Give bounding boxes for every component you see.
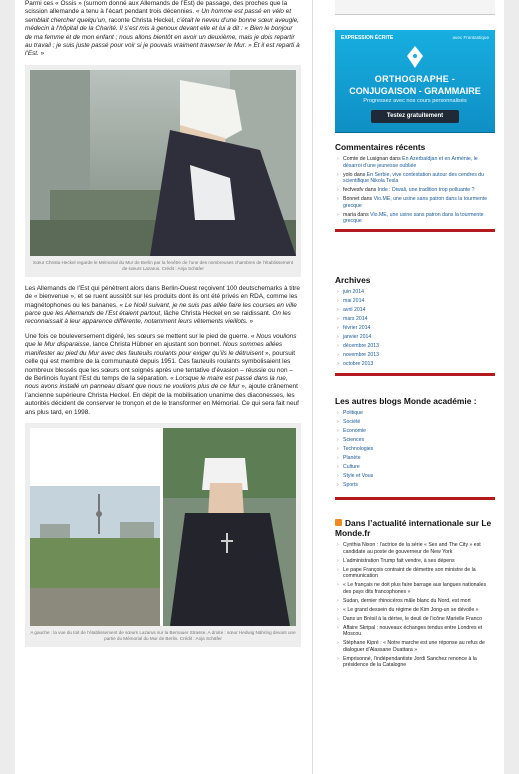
quote: Nous sommes allées manifester au pied du Mur avec des fauteuils roulants pour exiger qu’ils le détruisent: [25, 341, 283, 357]
photo-nun-window[interactable]: [30, 70, 296, 256]
blog-item: [343, 428, 495, 435]
text: , lâche Christa Heckel en se raidissant.: [160, 310, 273, 318]
comment-sep: dans: [363, 187, 378, 193]
comment-author: yolo: [343, 171, 353, 178]
recent-comments-widget: [335, 142, 495, 235]
news-item: [343, 607, 495, 614]
comments-list: [335, 156, 495, 225]
news-link[interactable]: « Le grand dessein du régime de Kim Jong-un se dévoile »: [343, 606, 479, 613]
news-item: [343, 616, 495, 623]
rss-icon[interactable]: [335, 519, 342, 526]
archive-item: [343, 325, 495, 332]
news-item: [343, 625, 495, 638]
archives-list: [335, 289, 495, 368]
quote: On les reconnaissait à leur apparence différente, notamment leurs vêtements vieillots.: [25, 310, 291, 326]
text: »: [247, 318, 254, 326]
news-link[interactable]: Sudan, dernier rhinocéros mâle blanc du Nord, est mort: [343, 597, 471, 604]
news-link[interactable]: Affaire Skripal : nouveaux échanges tendus entre Londres et Moscou: [343, 624, 483, 637]
blog-item: [343, 446, 495, 453]
comment-author: fecfvesfv: [343, 187, 364, 193]
ad-cta-button[interactable]: Testez gratuitement: [371, 110, 459, 123]
ad-expression-ecrite[interactable]: [335, 30, 495, 133]
archive-item: [343, 343, 495, 350]
news-link[interactable]: « Le français ne doit plus faire barrage aux langues nationales des pays dits francophones »: [343, 582, 487, 595]
article-body: [25, 0, 301, 655]
widget-separator: [335, 229, 495, 232]
archive-item: [343, 352, 495, 359]
archive-link[interactable]: décembre 2013: [343, 343, 380, 349]
archive-link[interactable]: février 2014: [343, 325, 371, 331]
paragraph-3: [25, 333, 301, 417]
comment-item: [343, 187, 495, 194]
ad-partner: avec Frantastique: [452, 35, 489, 40]
blog-link[interactable]: Sports: [343, 482, 358, 488]
news-link[interactable]: Dans un Brésil à la dérive, le deuil de l’icône Marielle Franco: [343, 615, 482, 622]
photo-memorial-and-nun[interactable]: [30, 428, 296, 626]
widget-separator: [335, 373, 495, 376]
figure-caption: A gauche : la vue du toit de l’établissement de sœurs Lazarus sur la Bernauer Strasse. A droite : sœur Hedwig Nähring devant une partie du Mémorial du Mur de Berlin. Crédit : Anja Schäfer: [30, 629, 296, 641]
blog-item: [343, 437, 495, 444]
blog-item: [343, 419, 495, 426]
comment-author: Comte de Lusignan: [343, 156, 388, 162]
blog-item: [343, 455, 495, 462]
text: Parmi ces « Ossis » (surnom donné aux Allemands de l’Est) de passage, des proches que la scission allemande a tenu à l’écart pendant trois décennies. «: [25, 0, 288, 16]
text: », ajoute crânement l’ancienne supérieure Christa Heckel. En dépit de la mobilisation unanime des diaconesses, les autorités décident de conserver le tronçon et de le transformer en Mémorial. Ce qui sera fait neuf ans plus tard, en 1998.: [25, 383, 299, 416]
blog-link[interactable]: Economie: [343, 428, 367, 434]
news-title[interactable]: Dans l’actualité internationale sur Le Monde.fr: [335, 518, 492, 538]
blog-link[interactable]: Technologies: [343, 446, 374, 452]
news-item: [343, 598, 495, 605]
comment-item: [343, 212, 495, 225]
blog-item: [343, 473, 495, 480]
news-list: [335, 542, 495, 669]
archives-widget: [335, 275, 495, 379]
text: , lance Christa Hübner en ajustant son bonnet.: [89, 341, 223, 349]
comment-post-link[interactable]: En Azerbaïdjan et en Arménie, le désarroi d’une jeunesse oubliée: [343, 156, 478, 169]
archive-link[interactable]: mars 2014: [343, 316, 368, 322]
archive-link[interactable]: juin 2014: [343, 289, 365, 295]
news-link[interactable]: Emprisonné, l’indépendantiste Jordi Sanchez renonce à la présidence de la Catalogne: [343, 655, 477, 668]
comment-item: [343, 172, 495, 185]
quote: Lorsque le maire est passé dans la rue, nous avons installé un panneau disant que nous ne voulions plus de ce Mur: [25, 374, 288, 391]
widget-title: Les autres blogs Monde académie :: [335, 396, 477, 406]
figure-caption: Sœur Christa Heckel regarde le Mémorial du Mur de Berlin par la fenêtre de l’une des nombreuses chambres de l’établissement de sœurs Lazarus. Crédit : Anja Schäfer: [32, 259, 294, 271]
comment-post-link[interactable]: Vio.ME, une usine sans patron dans la tourmente grecque: [343, 211, 484, 224]
comment-post-link[interactable]: Inde : Diwali, une tradition trop polluante ?: [377, 187, 475, 193]
photo-memorial-and-nun-image: [30, 428, 296, 626]
blog-link[interactable]: Société: [343, 419, 361, 425]
text: »: [38, 50, 45, 58]
archive-item: [343, 334, 495, 341]
ad-line-1: ORTHOGRAPHE -: [374, 74, 456, 84]
news-item: [343, 558, 495, 565]
photo-nun-window-image: [30, 70, 296, 256]
comment-sep: dans: [388, 156, 403, 162]
archive-link[interactable]: octobre 2013: [343, 361, 374, 367]
archive-link[interactable]: novembre 2013: [343, 352, 380, 358]
figure-1: [25, 65, 301, 277]
archive-item: [343, 361, 495, 368]
blog-link[interactable]: Culture: [343, 464, 360, 470]
archive-link[interactable]: mai 2014: [343, 298, 365, 304]
quote: c’était le neveu d’une bonne sœur aveugle, médecin à l’hôpital de la Charité. Il s’est mis à genoux devant elle et lui a dit : « Bien le bonjour de ma femme et de mon enfant ; nous allons bientôt en avoir un deuxième, mais je dois repartir au travail ; je suis juste passé pour voir si je pouvais vraiment traverser le Mur. » Et il est reparti à l’Est.: [25, 16, 300, 58]
comment-author: Bonnet: [343, 196, 360, 202]
comment-sep: dans: [352, 171, 367, 178]
paragraph-2: [25, 285, 301, 327]
archive-item: [343, 298, 495, 305]
news-item: [343, 582, 495, 595]
text: », poursuit celle qui est membre de la communauté depuis 1951. Ces fauteuils roulants symbolisaient les nombreux blessés que les sœurs ont soignés après une tentative d’évasion – réussie ou non – de Berlinois fuyant l’Est du temps de la séparation. «: [25, 349, 295, 382]
blog-item: [343, 482, 495, 489]
blogs-widget: [335, 396, 495, 503]
blog-link[interactable]: Politique: [343, 410, 363, 416]
archive-link[interactable]: avril 2014: [343, 307, 366, 313]
ad-line-2: CONJUGAISON - GRAMMAIRE: [349, 86, 481, 96]
widget-title: [335, 518, 495, 538]
quote: Nous voulions que le Mur disparaisse: [25, 332, 297, 349]
news-item: [343, 656, 495, 669]
widget-title: Archives: [335, 275, 371, 285]
news-item: [343, 542, 495, 555]
top-ad-banner[interactable]: [335, 0, 495, 15]
blog-item: [343, 410, 495, 417]
news-link[interactable]: Stéphane Kipré : « Notre marche est une réponse au refus de dialoguer d’Alassane Ouattara »: [343, 640, 485, 653]
news-widget: [335, 518, 495, 671]
ad-header: EXPRESSION ÉCRITE: [341, 35, 394, 41]
pen-nib-icon: [405, 46, 425, 68]
text: Les Allemands de l’Est qui pénètrent alors dans Berlin-Ouest reçoivent 100 deutschemarks à titre de « bienvenue », et se ruent aussitôt sur les produits dont ils ont été privés en RDA, comme les magnétophones ou les bananes. «: [25, 284, 300, 309]
archive-item: [343, 307, 495, 314]
archive-item: [343, 316, 495, 323]
archive-link[interactable]: janvier 2014: [343, 334, 372, 340]
text: Une fois ce bouleversement digéré, les sœurs se mettent sur le pied de guerre. «: [25, 332, 257, 340]
comment-item: [343, 156, 495, 169]
text: , raconte Christa Heckel,: [104, 16, 177, 24]
blog-link[interactable]: Sciences: [343, 437, 365, 443]
comment-post-link[interactable]: En Serbie, vive contestation autour des cendres du scientifique Nikola Tesla: [343, 171, 485, 184]
quote: Le Noël suivant, je ne suis pas allée faire les courses en ville parce que les Allemands de l’Est étaient partout: [25, 301, 297, 318]
news-item: [343, 640, 495, 653]
blog-item: [343, 464, 495, 471]
blogs-list: [335, 410, 495, 489]
column-divider: [312, 0, 313, 774]
news-item: [343, 567, 495, 580]
comment-sep: dans: [355, 211, 371, 218]
blog-link[interactable]: Style et Vous: [343, 473, 374, 479]
news-link[interactable]: Le pape François contraint de démettre son ministre de la communication: [343, 566, 476, 579]
quote: Un homme est passé en vélo et semblait chercher quelqu’un: [25, 8, 292, 24]
comment-author: maria: [343, 211, 356, 218]
comment-item: [343, 196, 495, 209]
comment-sep: dans: [359, 196, 374, 202]
news-link[interactable]: L’administration Trump fait vendre, à ses dépens: [343, 557, 455, 564]
ad-line-3: Progressez avec nos cours personnalisés: [363, 98, 467, 104]
widget-separator: [335, 497, 495, 500]
blog-link[interactable]: Planète: [343, 455, 361, 461]
page: [15, 0, 504, 774]
archive-item: [343, 289, 495, 296]
figure-2: [25, 423, 301, 647]
comment-post-link[interactable]: Vio.ME, une usine sans patron dans la tourmente grecque: [343, 196, 488, 209]
paragraph-1: [25, 0, 301, 59]
widget-title: Commentaires récents: [335, 142, 426, 152]
news-link[interactable]: Cynthia Nixon : l’actrice de la série « Sex and The City » est candidate au poste de gouverneur de New York: [343, 542, 481, 555]
